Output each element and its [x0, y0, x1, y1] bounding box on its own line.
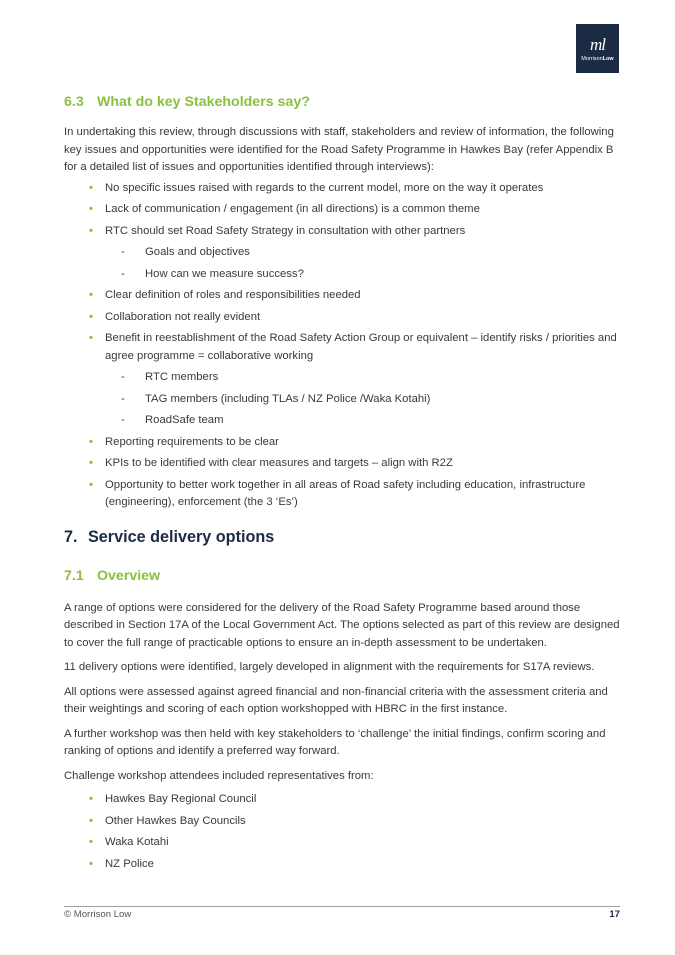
bullet-icon: • — [89, 814, 93, 827]
overview-paragraph: Challenge workshop attendees included representatives from: — [64, 769, 374, 782]
sub-list-item-text: RoadSafe team — [145, 414, 224, 426]
list-item — [64, 223, 620, 241]
list-item-text: RTC should set Road Safety Strategy in consultation with other partners — [105, 224, 466, 237]
sub-list-item — [64, 369, 620, 387]
intro-paragraph: In undertaking this review, through discussions with staff, stakeholders and review of information, the following key issues and opportunities were identified for the Road Safety Programme in Hawkes Bay (refer Appendix B for a detailed list of issues and opportunities identified through interviews): — [64, 126, 614, 173]
sub-list-item-text: How can we measure success? — [145, 267, 304, 280]
list-item — [64, 180, 620, 198]
list-item-text: Other Hawkes Bay Councils — [105, 814, 246, 827]
list-item — [64, 477, 620, 512]
list-item — [64, 287, 620, 305]
overview-paragraph: A range of options were considered for the delivery of the Road Safety Programme based around those described in Section 17A of the Local Government Act. The options selected as part of this review are designed to cover the full range of practicable options to ensure an in-depth assessment to be undertaken. — [64, 601, 620, 649]
list-item — [64, 856, 620, 874]
list-item — [64, 309, 620, 327]
logo-mark: ml — [590, 35, 605, 54]
list-item-text: Reporting requirements to be clear — [105, 435, 279, 448]
overview-paragraph: A further workshop was then held with key stakeholders to ‘challenge’ the initial findings, confirm scoring and ranking of options and identify a preferred way forward. — [64, 727, 606, 757]
logo-name-part1: Morrison — [581, 56, 603, 62]
bullet-icon: • — [89, 836, 93, 848]
bullet-icon: • — [89, 289, 93, 301]
section-title: Overview — [97, 567, 161, 584]
sub-list-item — [64, 244, 620, 262]
list-item — [64, 813, 620, 831]
bullet-icon: • — [89, 332, 93, 344]
list-item-text: Lack of communication / engagement (in all directions) is a common theme — [105, 203, 480, 215]
section-title: What do key Stakeholders say? — [97, 94, 310, 110]
list-item-text: No specific issues raised with regards to the current model, more on the way it operates — [105, 181, 544, 194]
sub-list-item-text: RTC members — [145, 371, 219, 383]
bullet-icon: • — [89, 203, 93, 215]
issues-list-b — [64, 287, 620, 365]
dash-icon: - — [121, 371, 125, 383]
list-item — [64, 201, 620, 219]
sub-list-item-text: Goals and objectives — [145, 246, 250, 258]
overview-paragraph: 11 delivery options were identified, largely developed in alignment with the requirements for S17A reviews. — [64, 661, 595, 673]
list-item-text: Opportunity to better work together in all areas of Road safety including education, infrastructure (engineering), enforcement (the 3 ‘Es’) — [105, 478, 586, 508]
bullet-icon: • — [89, 435, 93, 448]
bullet-icon: • — [89, 310, 93, 323]
page-number: 17 — [609, 909, 620, 920]
sub-list-item-text: TAG members (including TLAs / NZ Police /Waka Kotahi) — [145, 392, 431, 405]
issues-list-a — [64, 180, 620, 241]
list-item-text: Collaboration not really evident — [105, 310, 261, 323]
list-item — [64, 434, 620, 452]
logo-name — [576, 56, 619, 63]
page-content — [64, 92, 620, 873]
bullet-icon: • — [89, 793, 93, 805]
bullet-icon: • — [89, 224, 93, 237]
overview-paragraph: All options were assessed against agreed financial and non-financial criteria with the assessment criteria and their weightings and scoring of each option workshopped with HBRC in the first instance. — [64, 685, 608, 715]
attendees-list — [64, 791, 620, 873]
bullet-icon: • — [89, 857, 93, 870]
sub-list-b — [64, 369, 620, 430]
section-title: Service delivery options — [88, 527, 275, 546]
list-item — [64, 791, 620, 809]
section-number: 6.3 — [64, 94, 84, 110]
list-item-text: Clear definition of roles and responsibilities needed — [105, 289, 361, 301]
list-item-text: KPIs to be identified with clear measures and targets – align with R2Z — [105, 457, 453, 469]
list-item — [64, 330, 620, 365]
dash-icon: - — [121, 267, 125, 280]
bullet-icon: • — [89, 457, 93, 469]
list-item — [64, 455, 620, 473]
sub-list-item — [64, 266, 620, 284]
morrison-low-logo — [576, 24, 619, 73]
list-item-text: Hawkes Bay Regional Council — [105, 793, 257, 805]
section-number: 7.1 — [64, 567, 84, 584]
logo-name-part2: Low — [602, 56, 614, 62]
list-item-text: NZ Police — [105, 857, 154, 870]
section-7-heading — [64, 526, 620, 548]
dash-icon: - — [121, 414, 125, 426]
sub-list-a — [64, 244, 620, 283]
section-number: 7. — [64, 527, 78, 546]
list-item — [64, 834, 620, 852]
section-6-3-heading — [64, 92, 620, 112]
footer-copyright: © Morrison Low — [64, 909, 132, 920]
section-7-1-heading — [64, 566, 620, 586]
bullet-icon: • — [89, 478, 93, 491]
list-item-text: Benefit in reestablishment of the Road Safety Action Group or equivalent – identify risks / priorities and agree programme = collaborative working — [105, 332, 617, 362]
sub-list-item — [64, 412, 620, 430]
sub-list-item — [64, 391, 620, 409]
footer-divider — [64, 906, 620, 907]
list-item-text: Waka Kotahi — [105, 836, 169, 848]
issues-list-c — [64, 434, 620, 512]
dash-icon: - — [121, 392, 125, 405]
dash-icon: - — [121, 246, 125, 258]
bullet-icon: • — [89, 181, 93, 194]
